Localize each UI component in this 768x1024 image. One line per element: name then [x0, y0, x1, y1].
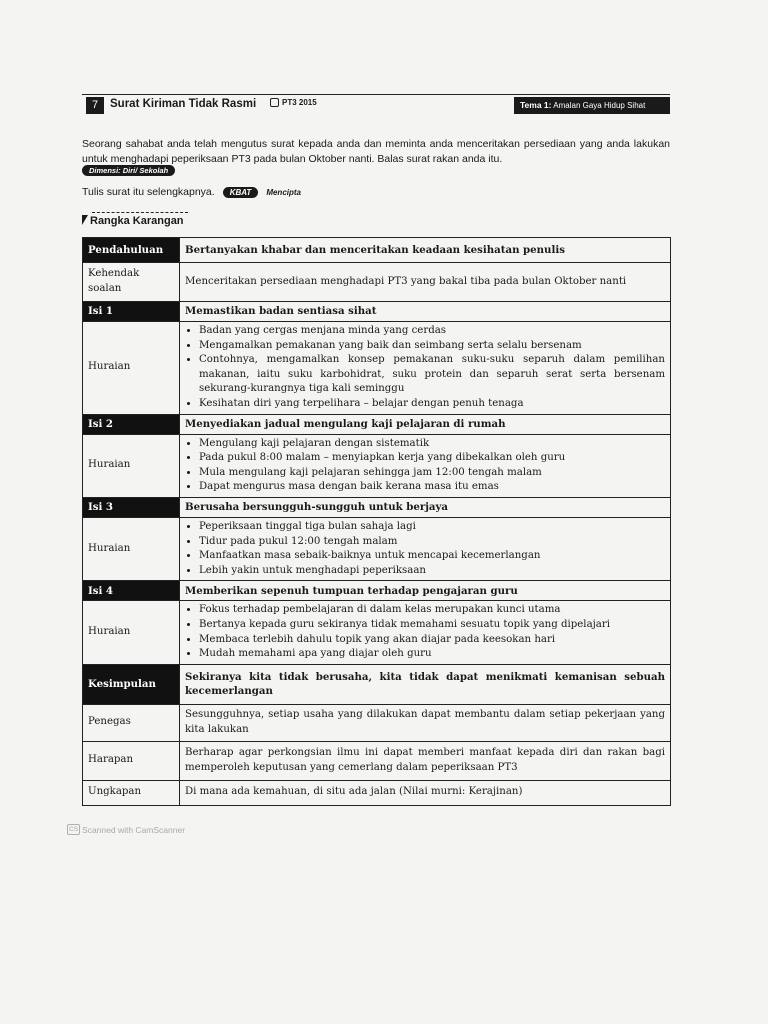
list-item: • Pada pukul 8:00 malam – menyiapkan kerja yang dibekalkan oleh guru: [199, 451, 665, 466]
exam-tag-text: PT3 2015: [282, 98, 317, 107]
table-row: [83, 238, 671, 263]
row-heading: Memberikan sepenuh tumpuan terhadap pengajaran guru: [180, 581, 671, 601]
huraian-cell: [180, 601, 671, 664]
list-item: • Kesihatan diri yang terpelihara – belajar dengan penuh tenaga: [199, 397, 665, 412]
row-heading: Sekiranya kita tidak berusaha, kita tidak dapat menikmati kemanisan sebuah kecemerlangan: [180, 664, 671, 704]
row-text: Menceritakan persediaan menghadapi PT3 yang bakal tiba pada bulan Oktober nanti: [180, 263, 671, 302]
question-number: 7: [86, 97, 104, 114]
tema-label: Tema 1:: [520, 100, 552, 110]
list-item: • Membaca terlebih dahulu topik yang akan diajar pada keesokan hari: [199, 633, 665, 648]
row-label: Isi 1: [83, 302, 180, 322]
instruction-text: Tulis surat itu selengkapnya.: [82, 186, 215, 198]
kbat-level: Mencipta: [266, 187, 301, 197]
page-header: [82, 94, 670, 116]
outline-table: [82, 237, 671, 806]
list-item: • Contohnya, mengamalkan konsep pemakanan suku-suku separuh dalam pemilihan makanan, iaitu suku karbohidrat, suku protein dan separuh serat serta bersenam sekurang-kurangnya tiga kali seminggu: [199, 353, 665, 397]
table-row: [83, 497, 671, 517]
list-item: • Mula mengulang kaji pelajaran sehingga jam 12:00 tengah malam: [199, 466, 665, 481]
corner-mark-icon: [82, 215, 88, 225]
table-row: [83, 434, 671, 497]
row-label: Ungkapan: [83, 780, 180, 805]
tema-text: Amalan Gaya Hidup Sihat: [553, 101, 646, 110]
table-row: [83, 741, 671, 780]
list-item: • Manfaatkan masa sebaik-baiknya untuk mencapai kecemerlangan: [199, 549, 665, 564]
row-label: Huraian: [83, 601, 180, 664]
row-label: Isi 2: [83, 414, 180, 434]
kbat-badge: KBAT: [223, 187, 259, 198]
table-row: [83, 704, 671, 741]
exam-tag: [270, 98, 317, 107]
dashed-rule: [92, 212, 188, 213]
instruction-line: [82, 186, 301, 198]
question-text: Seorang sahabat anda telah mengutus surat kepada anda dan meminta anda menceritakan persediaan yang anda lakukan untuk menghadapi peperiksaan PT3 pada bulan Oktober nanti. Balas surat rakan anda itu.: [82, 138, 670, 165]
row-label: Kesimpulan: [83, 664, 180, 704]
table-row: [83, 780, 671, 805]
bullet-list: [185, 437, 665, 495]
table-row: [83, 581, 671, 601]
list-item: • Dapat mengurus masa dengan baik kerana masa itu emas: [199, 480, 665, 495]
dimensi-badge: Dimensi: Diri/ Sekolah: [82, 165, 175, 176]
row-label: Penegas: [83, 704, 180, 741]
bullet-list: [185, 603, 665, 661]
row-label: Pendahuluan: [83, 238, 180, 263]
row-heading: Memastikan badan sentiasa sihat: [180, 302, 671, 322]
list-item: • Peperiksaan tinggal tiga bulan sahaja lagi: [199, 520, 665, 535]
row-text: Berharap agar perkongsian ilmu ini dapat memberi manfaat kepada diri dan rakan bagi memperoleh keputusan yang cemerlang dalam peperiksaan PT3: [180, 741, 671, 780]
row-heading: Bertanyakan khabar dan menceritakan keadaan kesihatan penulis: [180, 238, 671, 263]
row-label: Isi 4: [83, 581, 180, 601]
list-item: • Mengulang kaji pelajaran dengan sistematik: [199, 437, 665, 452]
huraian-cell: [180, 322, 671, 415]
tema-banner: [514, 97, 670, 114]
row-label: Huraian: [83, 517, 180, 580]
huraian-cell: [180, 434, 671, 497]
table-row: [83, 517, 671, 580]
row-label: Huraian: [83, 322, 180, 415]
list-item: • Bertanya kepada guru sekiranya tidak memahami sesuatu topik yang dipelajari: [199, 618, 665, 633]
watermark-text: Scanned with CamScanner: [82, 824, 186, 835]
row-heading: Berusaha bersungguh-sungguh untuk berjaya: [180, 497, 671, 517]
camscanner-icon: CS: [69, 826, 79, 833]
row-label: Harapan: [83, 741, 180, 780]
book-icon: [270, 98, 279, 107]
list-item: • Lebih yakin untuk menghadapi peperiksaan: [199, 564, 665, 579]
list-item: • Badan yang cergas menjana minda yang cerdas: [199, 324, 665, 339]
row-label: Huraian: [83, 434, 180, 497]
list-item: • Mudah memahami apa yang diajar oleh guru: [199, 647, 665, 662]
table-row: [83, 601, 671, 664]
list-item: • Tidur pada pukul 12:00 tengah malam: [199, 535, 665, 550]
list-item: • Mengamalkan pemakanan yang baik dan seimbang serta selalu bersenam: [199, 339, 665, 354]
row-heading: Menyediakan jadual mengulang kaji pelajaran di rumah: [180, 414, 671, 434]
list-item: • Fokus terhadap pembelajaran di dalam kelas merupakan kunci utama: [199, 603, 665, 618]
section-title-text: Rangka Karangan: [90, 215, 184, 227]
section-title: [82, 215, 184, 227]
table-row: [83, 302, 671, 322]
bullet-list: [185, 520, 665, 578]
scanner-watermark: [67, 824, 185, 835]
table-row: [83, 263, 671, 302]
table-row: [83, 664, 671, 704]
bullet-list: [185, 324, 665, 412]
row-label: Kehendak soalan: [83, 263, 180, 302]
row-text: Di mana ada kemahuan, di situ ada jalan (Nilai murni: Kerajinan): [180, 780, 671, 805]
header-rule: [82, 94, 670, 95]
header-title: Surat Kiriman Tidak Rasmi: [110, 98, 257, 110]
row-label: Isi 3: [83, 497, 180, 517]
row-text: Sesungguhnya, setiap usaha yang dilakukan dapat membantu dalam setiap pekerjaan yang kita lakukan: [180, 704, 671, 741]
table-row: [83, 322, 671, 415]
huraian-cell: [180, 517, 671, 580]
table-row: [83, 414, 671, 434]
